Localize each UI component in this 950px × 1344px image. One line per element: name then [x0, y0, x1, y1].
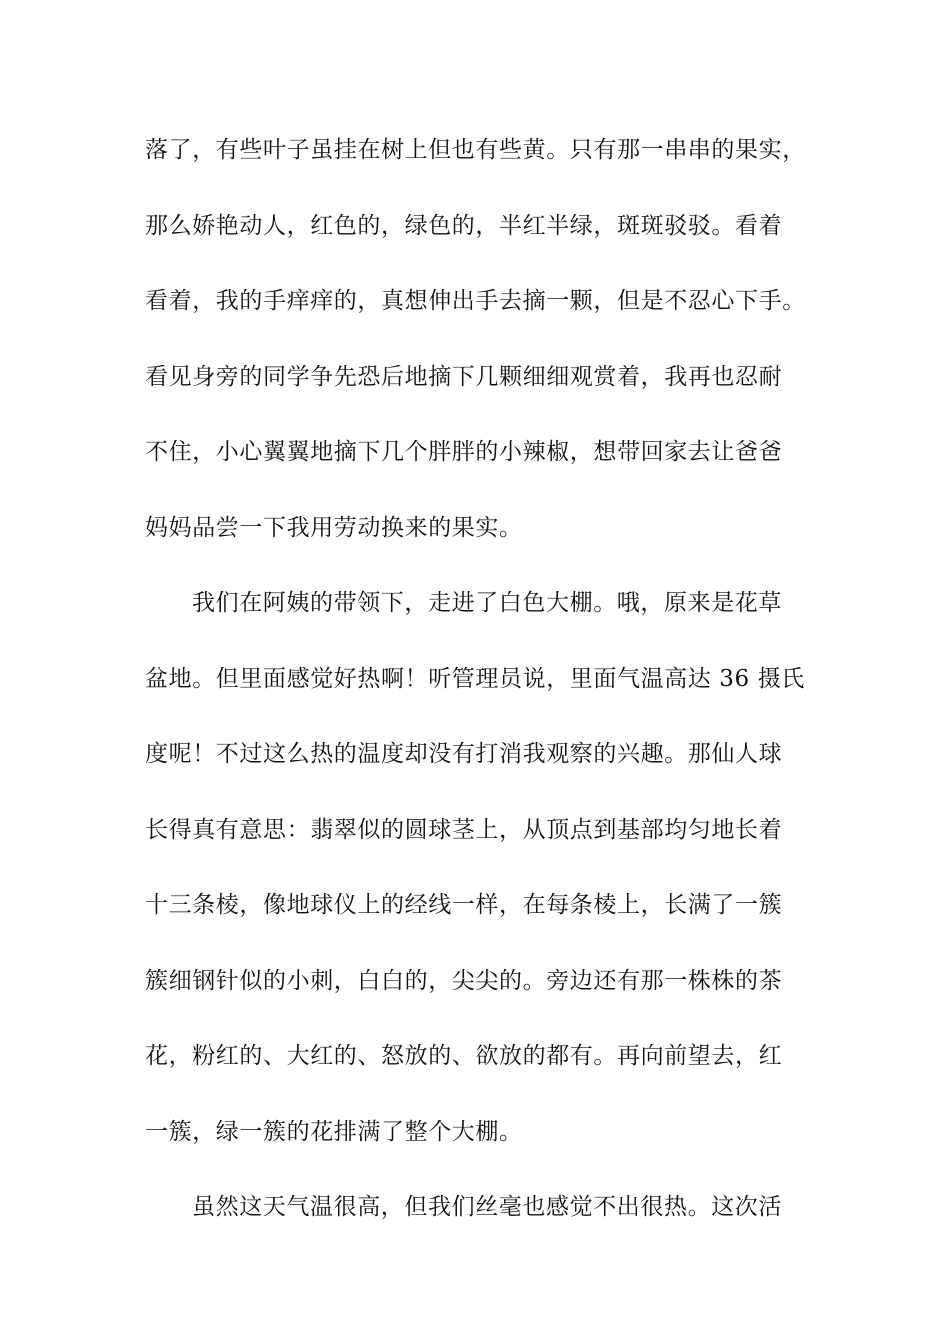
text-line: 一簇，绿一簇的花排满了整个大棚。 — [145, 1118, 523, 1145]
paragraph-start-line: 我们在阿姨的带领下，走进了白色大棚。哦，原来是花草 — [192, 590, 782, 616]
paragraph-start-line: 虽然这天气温很高，但我们丝毫也感觉不出很热。这次活 — [192, 1194, 782, 1220]
text-line: 不住，小心翼翼地摘下几个胖胖的小辣椒，想带回家去让爸爸 — [145, 439, 783, 465]
text-line: 花，粉红的、大红的、怒放的、欲放的都有。再向前望去，红 — [145, 1043, 783, 1069]
text-line: 看见身旁的同学争先恐后地摘下几颗细细观赏着，我再也忍耐 — [145, 363, 783, 390]
body-text — [145, 128, 825, 1261]
text-line: 落了，有些叶子虽挂在树上但也有些黄。只有那一串串的果实， — [145, 137, 806, 163]
text-line: 度呢！不过这么热的温度却没有打消我观察的兴趣。那仙人球 — [145, 741, 783, 767]
text-line: 长得真有意思：翡翠似的圆球茎上，从顶点到基部均匀地长着 — [145, 816, 783, 843]
text-line: 那么娇艳动人，红色的，绿色的，半红半绿，斑斑驳驳。看着 — [145, 212, 783, 239]
text-line: 簇细钢针似的小刺，白白的，尖尖的。旁边还有那一株株的茶 — [145, 967, 783, 994]
text-line: 十三条棱，像地球仪上的经线一样，在每条棱上，长满了一簇 — [145, 892, 783, 918]
text-line: 看着，我的手痒痒的，真想伸出手去摘一颗，但是不忍心下手。 — [145, 288, 806, 314]
text-line: 盆地。但里面感觉好热啊！听管理员说，里面气温高达 36 摄氏 — [145, 665, 805, 692]
text-line: 妈妈品尝一下我用劳动换来的果实。 — [145, 514, 523, 541]
